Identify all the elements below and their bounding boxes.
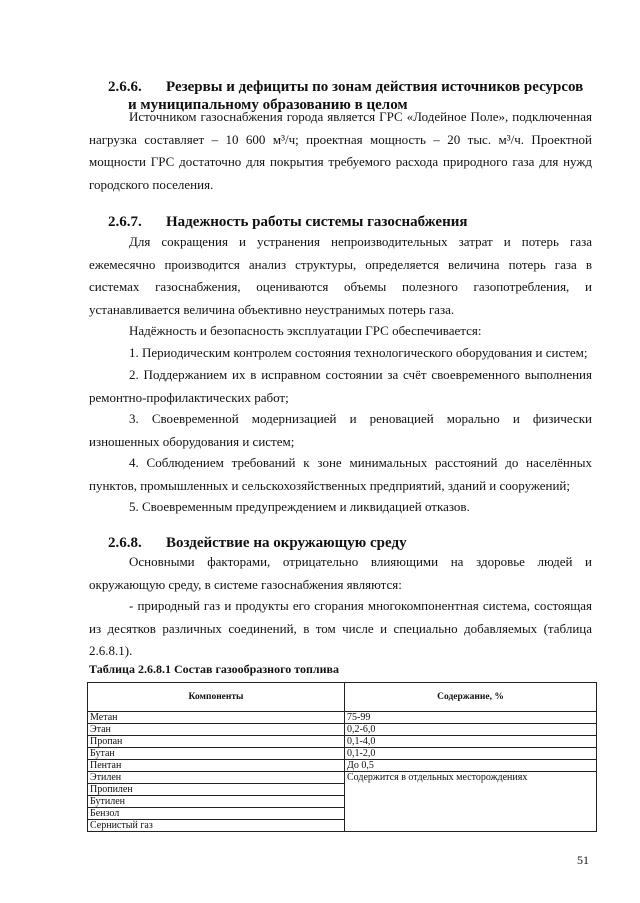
section-heading-2-6-8: [108, 534, 598, 552]
table-cell: Бутан: [88, 748, 345, 760]
table-row: [88, 724, 597, 736]
list-item: 5. Своевременным предупреждением и ликвидацией отказов.: [129, 499, 470, 514]
section-heading-2-6-7: [108, 213, 598, 231]
table-row: [88, 772, 597, 784]
table-cell: До 0,5: [345, 760, 597, 772]
table-cell: 75-99: [345, 712, 597, 724]
table-cell: Метан: [88, 712, 345, 724]
table-cell: Пентан: [88, 760, 345, 772]
paragraph: Для сокращения и устранения непроизводительных затрат и потерь газа ежемесячно производится анализ структуры, определяется величина потерь газа в системах газоснабжения, оцениваются объемы полезного газопотребления, и устанавливается величина объективно неустранимых потерь газа.: [89, 234, 592, 317]
paragraph: - природный газ и продукты его сгорания многокомпонентная система, состоящая из десятков различных соединений, в том числе и специально добавляемых (таблица 2.6.8.1).: [89, 598, 592, 658]
table-caption: Таблица 2.6.8.1 Состав газообразного топлива: [89, 662, 340, 676]
list-item: 2. Поддержанием их в исправном состоянии за счёт своевременного выполнения ремонтно-профилактических работ;: [89, 367, 592, 405]
table-row: [88, 760, 597, 772]
table-cell: Пропилен: [88, 784, 345, 796]
column-header: Содержание, %: [345, 683, 597, 712]
section-number: 2.6.6.: [108, 79, 142, 95]
list-item: 3. Своевременной модернизацией и реновацией морально и физически изношенных оборудования и систем;: [89, 411, 592, 449]
table-cell: 0,1-2,0: [345, 748, 597, 760]
table-cell: 0,1-4,0: [345, 736, 597, 748]
paragraph: Основными факторами, отрицательно влияющими на здоровье людей и окружающую среду, в системе газоснабжения являются:: [89, 554, 592, 592]
section-number: 2.6.7.: [108, 214, 142, 230]
gas-composition-table: [87, 682, 597, 832]
table-cell: Бутилен: [88, 796, 345, 808]
table-cell: Этан: [88, 724, 345, 736]
section-title-continued: и муниципальному образованию в целом: [128, 97, 408, 113]
table-cell: Этилен: [88, 772, 345, 784]
section-title: Резервы и дефициты по зонам действия источников ресурсов: [166, 79, 584, 95]
paragraph: Источником газоснабжения города является ГРС «Лодейное Поле», подключенная нагрузка составляет – 10 600 м³/ч; проектная мощность – 20 тыс. м³/ч. Проектной мощности ГРС достаточно для покрытия требуемого расхода природного газа для нужд городского поселения.: [89, 109, 592, 192]
section-number: 2.6.8.: [108, 535, 142, 551]
table-row: [88, 748, 597, 760]
table-cell: Бензол: [88, 808, 345, 820]
paragraph: Надёжность и безопасность эксплуатации ГРС обеспечивается:: [129, 323, 482, 338]
table-cell: Содержится в отдельных месторождениях: [345, 772, 597, 832]
table-cell: 0,2-6,0: [345, 724, 597, 736]
table-cell: Сернистый газ: [88, 820, 345, 832]
table-cell: Пропан: [88, 736, 345, 748]
list-item: 1. Периодическим контролем состояния технологического оборудования и систем;: [129, 345, 588, 360]
table-header-row: [88, 683, 597, 712]
page-number: 51: [577, 853, 589, 867]
table-row: [88, 712, 597, 724]
list-item: 4. Соблюдением требований к зоне минимальных расстояний до населённых пунктов, промышленных и сельскохозяйственных предприятий, зданий и сооружений;: [89, 455, 592, 493]
table-row: [88, 736, 597, 748]
section-title: Воздействие на окружающую среду: [166, 535, 407, 551]
column-header: Компоненты: [88, 683, 345, 712]
section-title: Надежность работы системы газоснабжения: [166, 214, 468, 230]
